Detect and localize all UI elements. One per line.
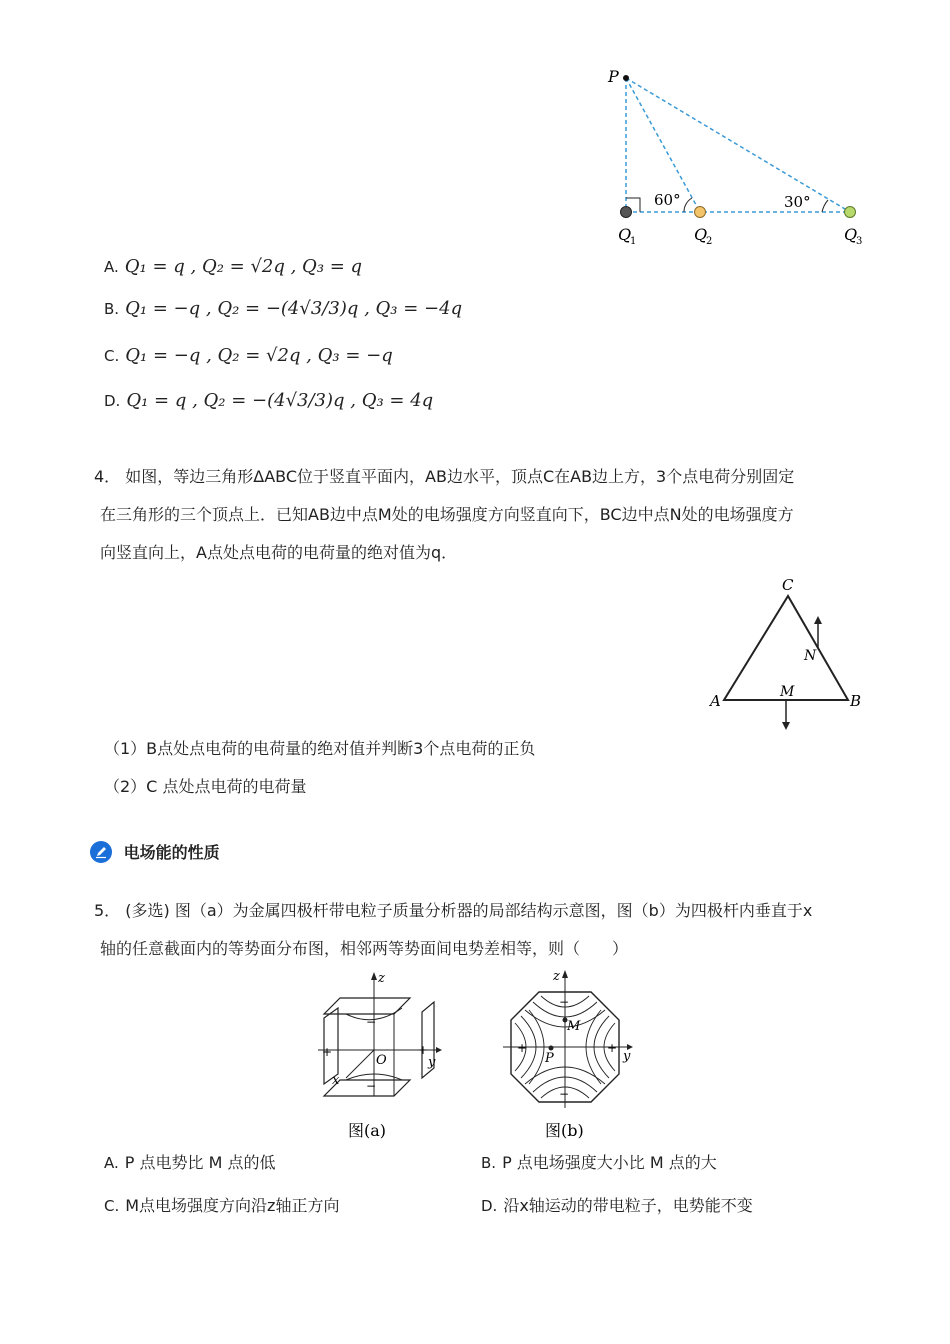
question-number: 4． [94, 467, 121, 486]
figure-b-caption: 图(b) [545, 1121, 584, 1140]
axis-x-label: x [332, 1073, 340, 1088]
option-label: C. [104, 347, 120, 365]
label-q3-sub: 3 [856, 236, 863, 247]
svg-text:−: − [366, 1015, 377, 1029]
option-text: Q₁ = −q , Q₂ = √2q , Q₃ = −q [125, 345, 393, 366]
axis-z-label: z [553, 969, 560, 984]
q3-option-d[interactable] [104, 390, 433, 412]
option-text: Q₁ = q , Q₂ = −(4√3/3)q , Q₃ = 4q [126, 390, 434, 411]
vertex-a: A [710, 692, 721, 710]
q4-line-3: 向竖直向上，A点处点电荷的电荷量的绝对值为q． [100, 543, 458, 562]
q5-option-c[interactable] [104, 1195, 339, 1217]
label-q2: Q [694, 225, 708, 244]
svg-text:+: + [517, 1041, 528, 1055]
midpoint-n: N [804, 648, 817, 664]
option-text: P 点电势比 M 点的低 [124, 1153, 276, 1172]
angle-60: 60° [654, 191, 681, 209]
option-text: 沿x轴运动的带电粒子，电势能不变 [503, 1196, 753, 1215]
axis-y-label: y [428, 1055, 436, 1070]
vertex-c: C [782, 576, 794, 594]
svg-text:+: + [418, 1043, 429, 1057]
pencil-icon [90, 841, 112, 863]
svg-text:+: + [322, 1045, 333, 1059]
q4-subquestion-1: （1）B点处点电荷的电荷量的绝对值并判断3个点电荷的正负 [104, 739, 536, 758]
section-header [90, 840, 220, 863]
label-q1: Q [618, 225, 632, 244]
midpoint-m: M [780, 684, 795, 700]
option-label: B. [104, 300, 120, 318]
origin-label: O [376, 1053, 387, 1068]
q4-line-1: 如图，等边三角形ΔABC位于竖直平面内，AB边水平，顶点C在AB边上方，3个点电荷分别固定 [125, 467, 795, 486]
charge-q1 [621, 207, 632, 218]
equipotential-figure-b [495, 968, 645, 1146]
triangle-figure [700, 572, 880, 737]
label-q3: Q [844, 225, 858, 244]
axis-y-label: y [623, 1049, 631, 1064]
point-p [623, 75, 629, 81]
option-label: B. [481, 1154, 497, 1172]
quadrupole-figure-a [310, 968, 450, 1146]
option-label: A. [104, 258, 119, 276]
point-m-label: M [567, 1019, 581, 1034]
q5-line-2: 轴的任意截面内的等势面分布图，相邻两等势面间电势差相等，则（ ） [100, 939, 629, 958]
svg-text:+: + [607, 1041, 618, 1055]
option-label: A. [104, 1154, 119, 1172]
label-q1-sub: 1 [630, 236, 637, 247]
q3-option-a[interactable] [104, 256, 362, 278]
q5-line-1: (多选) 图（a）为金属四极杆带电粒子质量分析器的局部结构示意图，图（b）为四极杆内垂直于x [125, 901, 813, 920]
point-p-label: P [545, 1051, 554, 1066]
q4-stem [94, 458, 894, 572]
vertex-b: B [850, 692, 862, 710]
axis-z-label: z [378, 971, 385, 986]
charge-q2 [695, 207, 706, 218]
q4-line-2: 在三角形的三个顶点上．已知AB边中点M处的电场强度方向竖直向下，BC边中点N处的电场强度方 [100, 505, 794, 524]
q4-subquestion-2: （2）C 点处点电荷的电荷量 [104, 777, 307, 796]
label-p: P [608, 67, 619, 86]
q5-option-a[interactable] [104, 1152, 275, 1174]
option-text: P 点电场强度大小比 M 点的大 [502, 1153, 717, 1172]
q3-option-c[interactable] [104, 345, 393, 367]
question-number: 5． [94, 901, 121, 920]
charges-figure [600, 62, 880, 252]
section-title: 电场能的性质 [123, 843, 220, 862]
option-label: D. [481, 1197, 498, 1215]
label-q2-sub: 2 [706, 236, 713, 247]
q5-option-d[interactable] [481, 1195, 753, 1217]
svg-text:−: − [366, 1079, 377, 1093]
figure-a-caption: 图(a) [348, 1121, 387, 1140]
charge-q3 [845, 207, 856, 218]
option-label: D. [104, 392, 121, 410]
option-text: M点电场强度方向沿z轴正方向 [125, 1196, 340, 1215]
svg-text:−: − [559, 995, 570, 1009]
option-text: Q₁ = −q , Q₂ = −(4√3/3)q , Q₃ = −4q [125, 298, 463, 319]
q5-option-b[interactable] [481, 1152, 717, 1174]
option-label: C. [104, 1197, 120, 1215]
angle-30: 30° [784, 193, 811, 211]
svg-text:−: − [559, 1087, 570, 1101]
q3-option-b[interactable] [104, 298, 462, 320]
q5-stem [94, 892, 894, 968]
option-text: Q₁ = q , Q₂ = √2q , Q₃ = q [124, 256, 363, 277]
